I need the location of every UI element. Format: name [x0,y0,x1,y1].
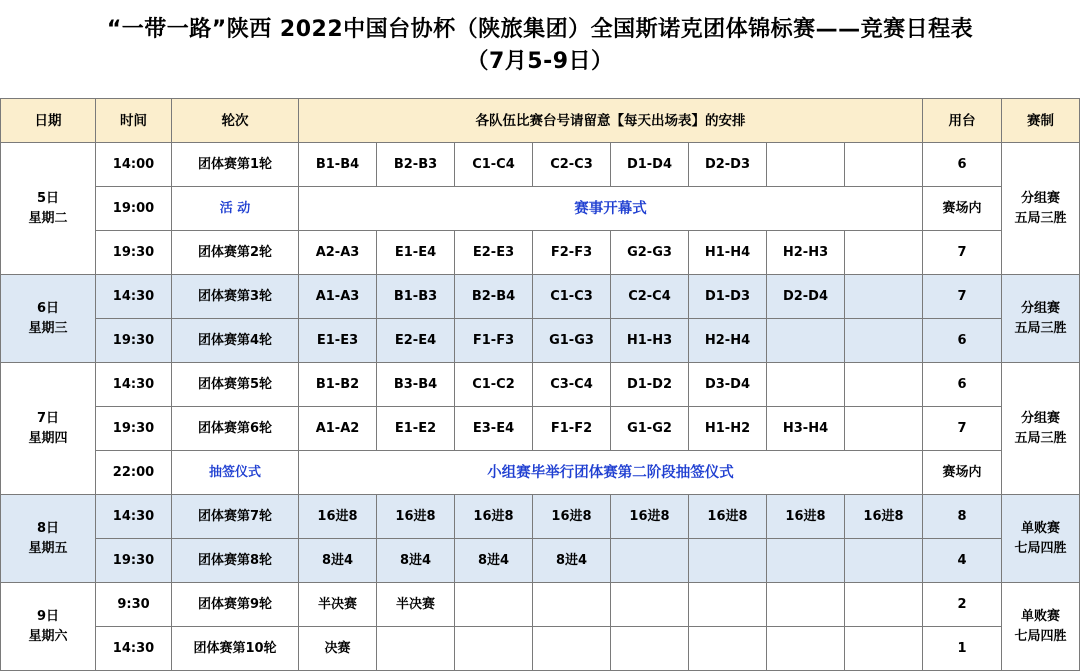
day-cell [1,275,96,363]
match-cell [845,539,923,583]
header-format: 赛制 [1002,99,1080,143]
table-row [1,627,1080,671]
format-line: 五局三胜 [1014,430,1067,446]
time-cell: 19:00 [96,187,172,231]
match-cell: 8进4 [299,539,377,583]
event-cell: 小组赛毕举行团体赛第二阶段抽签仪式 [299,451,923,495]
match-cell: D1-D2 [611,363,689,407]
match-cell [533,583,611,627]
day-weekday: 星期五 [28,540,68,556]
match-cell: H2-H3 [767,231,845,275]
format-cell [1002,275,1080,363]
match-cell: C1-C2 [455,363,533,407]
format-line: 七局四胜 [1014,540,1067,556]
format-cell [1002,583,1080,671]
round-cell: 团体赛第4轮 [172,319,299,363]
round-cell: 团体赛第7轮 [172,495,299,539]
match-cell [767,583,845,627]
time-cell: 19:30 [96,231,172,275]
match-cell: 16进8 [299,495,377,539]
match-cell: 8进4 [455,539,533,583]
match-cell [767,539,845,583]
table-row [1,539,1080,583]
table-row [1,407,1080,451]
format-line: 单败赛 [1020,520,1060,536]
page-title: “一带一路”陕西 2022中国台协杯（陕旅集团）全国斯诺克团体锦标赛——竞赛日程表 [106,17,974,42]
match-cell: C1-C4 [455,143,533,187]
day-cell [1,583,96,671]
time-cell: 19:30 [96,407,172,451]
tables-cell: 赛场内 [923,451,1002,495]
match-cell: 16进8 [377,495,455,539]
match-cell: G1-G3 [533,319,611,363]
match-cell [845,275,923,319]
tables-cell: 7 [923,407,1002,451]
match-cell: 8进4 [377,539,455,583]
round-cell: 团体赛第9轮 [172,583,299,627]
header-round: 轮次 [172,99,299,143]
table-row [1,275,1080,319]
time-cell: 14:30 [96,495,172,539]
tables-cell: 6 [923,319,1002,363]
time-cell: 14:30 [96,275,172,319]
match-cell: D3-D4 [689,363,767,407]
match-cell: E1-E2 [377,407,455,451]
match-cell: 16进8 [689,495,767,539]
round-cell: 团体赛第10轮 [172,627,299,671]
round-cell: 团体赛第1轮 [172,143,299,187]
tables-cell: 2 [923,583,1002,627]
match-cell: H1-H2 [689,407,767,451]
table-row [1,495,1080,539]
match-cell [767,363,845,407]
match-cell: F1-F3 [455,319,533,363]
match-cell: H3-H4 [767,407,845,451]
day-date: 9日 [36,608,60,624]
format-line: 分组赛 [1020,190,1060,206]
time-cell: 22:00 [96,451,172,495]
match-cell [533,627,611,671]
match-cell [377,627,455,671]
round-cell: 团体赛第2轮 [172,231,299,275]
match-cell: G1-G2 [611,407,689,451]
day-date: 5日 [36,190,60,206]
match-cell: G2-G3 [611,231,689,275]
round-cell: 团体赛第3轮 [172,275,299,319]
match-cell: 16进8 [767,495,845,539]
match-cell: H1-H3 [611,319,689,363]
day-weekday: 星期二 [28,210,68,226]
table-row [1,143,1080,187]
time-cell: 19:30 [96,319,172,363]
match-cell [845,583,923,627]
match-cell: 半决赛 [377,583,455,627]
match-cell [767,627,845,671]
format-line: 单败赛 [1020,608,1060,624]
match-cell [689,539,767,583]
match-cell [611,627,689,671]
day-cell [1,143,96,275]
tables-cell: 7 [923,231,1002,275]
header-row [1,99,1080,143]
match-cell: 决赛 [299,627,377,671]
match-cell: F2-F3 [533,231,611,275]
match-cell: C1-C3 [533,275,611,319]
day-date: 6日 [36,300,60,316]
time-cell: 14:30 [96,627,172,671]
tables-cell: 4 [923,539,1002,583]
match-cell [611,583,689,627]
match-cell: E1-E3 [299,319,377,363]
table-row [1,231,1080,275]
format-cell [1002,495,1080,583]
match-cell: E2-E4 [377,319,455,363]
time-cell: 9:30 [96,583,172,627]
round-cell: 团体赛第5轮 [172,363,299,407]
match-cell [845,363,923,407]
match-cell: B2-B3 [377,143,455,187]
match-cell [455,583,533,627]
match-cell: C3-C4 [533,363,611,407]
day-date: 8日 [36,520,60,536]
format-line: 五局三胜 [1014,320,1067,336]
format-cell [1002,363,1080,495]
match-cell: 16进8 [455,495,533,539]
match-cell [689,583,767,627]
match-cell: 半决赛 [299,583,377,627]
page-subtitle-dates: （7月5-9日） [466,49,614,74]
tables-cell: 7 [923,275,1002,319]
round-cell: 团体赛第6轮 [172,407,299,451]
round-cell: 抽签仪式 [172,451,299,495]
match-cell [845,407,923,451]
round-cell: 活 动 [172,187,299,231]
day-date: 7日 [36,410,60,426]
format-line: 七局四胜 [1014,628,1067,644]
match-cell: D2-D3 [689,143,767,187]
day-cell [1,363,96,495]
tables-cell: 1 [923,627,1002,671]
format-cell [1002,143,1080,275]
match-cell: F1-F2 [533,407,611,451]
header-arrangement: 各队伍比赛台号请留意【每天出场表】的安排 [299,99,923,143]
match-cell [845,627,923,671]
header-tables: 用台 [923,99,1002,143]
match-cell: B1-B4 [299,143,377,187]
header-date: 日期 [1,99,96,143]
match-cell: E1-E4 [377,231,455,275]
match-cell [845,143,923,187]
match-cell: 8进4 [533,539,611,583]
match-cell: H2-H4 [689,319,767,363]
time-cell: 14:30 [96,363,172,407]
header-time: 时间 [96,99,172,143]
tables-cell: 赛场内 [923,187,1002,231]
match-cell: B1-B3 [377,275,455,319]
match-cell: E3-E4 [455,407,533,451]
table-row [1,451,1080,495]
match-cell: D1-D3 [689,275,767,319]
match-cell: A1-A2 [299,407,377,451]
match-cell: 16进8 [533,495,611,539]
match-cell: B1-B2 [299,363,377,407]
match-cell [845,319,923,363]
match-cell: C2-C4 [611,275,689,319]
match-cell: E2-E3 [455,231,533,275]
match-cell: D2-D4 [767,275,845,319]
tables-cell: 6 [923,143,1002,187]
table-row [1,187,1080,231]
table-row [1,583,1080,627]
match-cell [611,539,689,583]
match-cell: C2-C3 [533,143,611,187]
match-cell: D1-D4 [611,143,689,187]
time-cell: 14:00 [96,143,172,187]
day-weekday: 星期三 [28,320,68,336]
match-cell: A2-A3 [299,231,377,275]
match-cell: H1-H4 [689,231,767,275]
event-cell: 赛事开幕式 [299,187,923,231]
day-weekday: 星期四 [28,430,68,446]
time-cell: 19:30 [96,539,172,583]
table-row [1,319,1080,363]
match-cell: A1-A3 [299,275,377,319]
match-cell [767,143,845,187]
match-cell: B2-B4 [455,275,533,319]
match-cell: B3-B4 [377,363,455,407]
format-line: 分组赛 [1020,300,1060,316]
day-weekday: 星期六 [28,628,68,644]
match-cell: 16进8 [611,495,689,539]
format-line: 五局三胜 [1014,210,1067,226]
match-cell [455,627,533,671]
match-cell: 16进8 [845,495,923,539]
table-row [1,363,1080,407]
tables-cell: 6 [923,363,1002,407]
match-cell [689,627,767,671]
tables-cell: 8 [923,495,1002,539]
round-cell: 团体赛第8轮 [172,539,299,583]
match-cell [767,319,845,363]
schedule-table [0,98,1080,671]
format-line: 分组赛 [1020,410,1060,426]
day-cell [1,495,96,583]
match-cell [845,231,923,275]
